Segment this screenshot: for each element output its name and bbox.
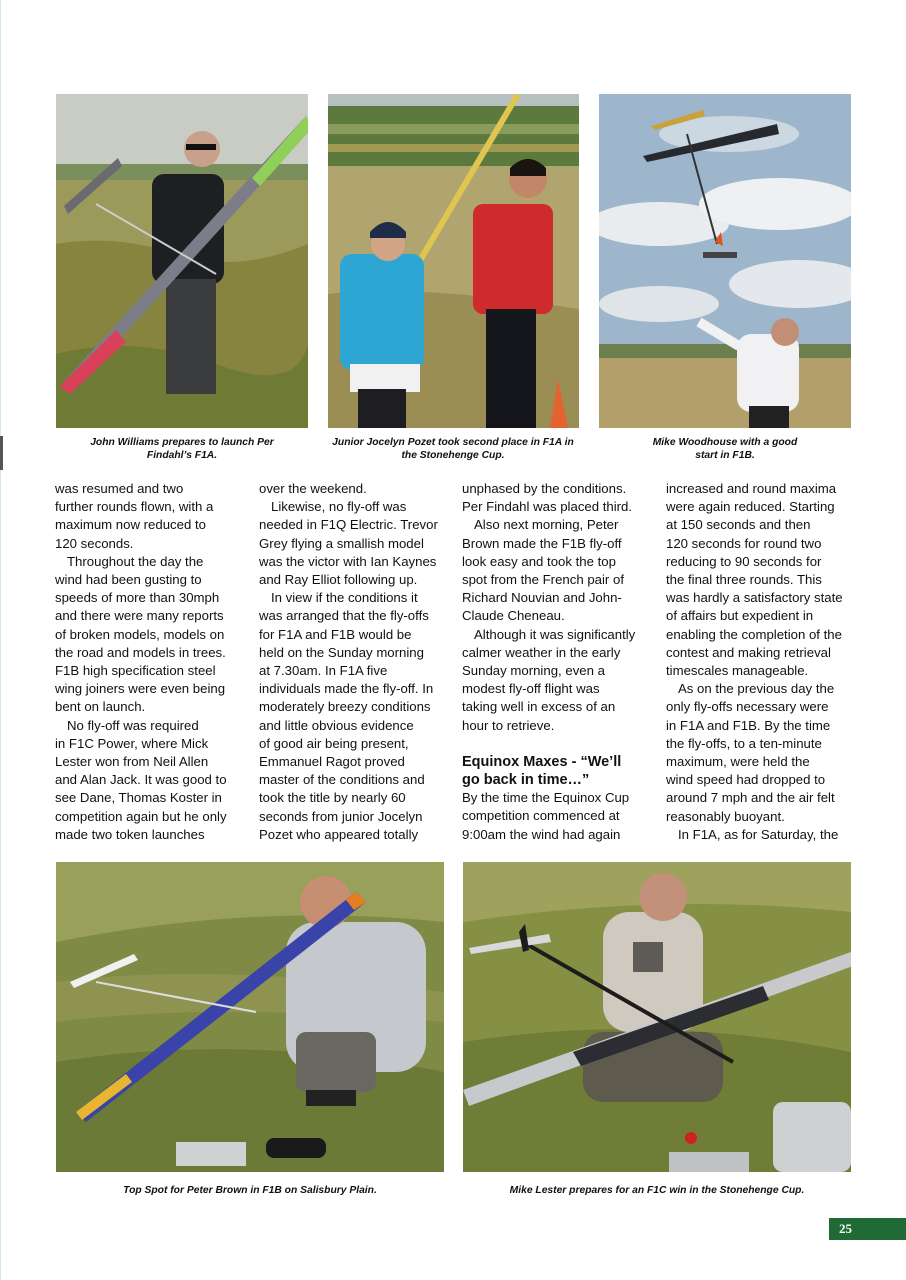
text-line: Richard Nouvian and John- (462, 590, 622, 606)
text-line: hour to retrieve. (462, 717, 555, 733)
text-line: of affairs but expedient in (666, 608, 814, 624)
text-line: calmer weather in the early (462, 644, 621, 660)
text-line: and Alan Jack. It was good to (55, 772, 227, 788)
text-line: In view if the conditions it (271, 590, 418, 606)
text-line: Likewise, no fly-off was (271, 499, 407, 515)
photo-jocelyn-pozet (328, 94, 579, 428)
photo-mike-lester (463, 862, 851, 1172)
caption-photo-5: Mike Lester prepares for an F1C win in the Stonehenge Cup. (509, 1185, 805, 1196)
text-column-2 (259, 480, 447, 844)
text-line: Also next morning, Peter (474, 517, 619, 533)
text-line: reducing to 90 seconds for (666, 553, 822, 569)
section-heading: Equinox Maxes - “We’ll go back in time…” (462, 753, 622, 789)
photo-peter-brown (56, 862, 444, 1172)
text-line: maximum now reduced to (55, 517, 206, 533)
text-line: see Dane, Thomas Koster in (55, 790, 222, 806)
caption-photo-3: Mike Woodhouse with a good start in F1B. (652, 437, 798, 461)
text-line: and Ray Elliot following up. (259, 572, 418, 588)
photo-mike-woodhouse (599, 94, 851, 428)
text-line: Emmanuel Ragot proved (259, 754, 405, 770)
text-column-4 (666, 480, 854, 844)
text-line: wind had been gusting to (55, 572, 202, 588)
text-line: 120 seconds. (55, 535, 134, 551)
text-line: at 150 seconds and then (666, 517, 811, 533)
text-line: Although it was significantly (474, 626, 636, 642)
text-line: No fly-off was required (67, 717, 199, 733)
text-line: at 7.30am. In F1A five (259, 663, 388, 679)
text-line: over the weekend. (259, 481, 367, 496)
text-line: As on the previous day the (678, 681, 835, 697)
text-line: Sunday morning, even a (462, 663, 605, 679)
text-line: timescales manageable. (666, 663, 809, 679)
text-line: contest and making retrieval (666, 644, 831, 660)
text-line: seconds from junior Jocelyn (259, 808, 423, 824)
text-line: were again reduced. Starting (666, 499, 835, 515)
text-line: of broken models, models on (55, 626, 225, 642)
text-line: enabling the completion of the (666, 626, 842, 642)
text-line: for F1A and F1B would be (259, 626, 412, 642)
text-line: increased and round maxima (666, 481, 837, 496)
text-line: in F1C Power, where Mick (55, 735, 209, 751)
text-line: Claude Cheneau. (462, 608, 565, 624)
text-line: the road and models in trees. (55, 644, 226, 660)
text-line: and little obvious evidence (259, 717, 414, 733)
text-line: look easy and took the top (462, 553, 616, 569)
text-line: speeds of more than 30mph (55, 590, 220, 606)
text-line: Pozet who appeared totally (259, 826, 419, 842)
text-line: modest fly-off flight was (462, 681, 600, 697)
photo-john-williams (56, 94, 308, 428)
text-line: Per Findahl was placed third. (462, 499, 633, 515)
text-line: Throughout the day the (67, 553, 204, 569)
text-line: By the time the Equinox Cup (462, 790, 630, 806)
text-line: needed in F1Q Electric. Trevor (259, 517, 438, 533)
text-line: moderately breezy conditions (259, 699, 431, 715)
text-line: spot from the French pair of (462, 572, 624, 588)
text-line: was the victor with Ian Kaynes (259, 553, 437, 569)
caption-photo-4: Top Spot for Peter Brown in F1B on Salisbury Plain. (123, 1185, 377, 1196)
text-line: Brown made the F1B fly-off (462, 535, 622, 551)
text-line: competition commenced at (462, 808, 620, 824)
text-line: competition again but he only (55, 808, 227, 824)
text-line: of good air being present, (259, 735, 409, 751)
text-line: taking well in excess of an (462, 699, 616, 715)
text-line: reasonably buoyant. (666, 808, 785, 824)
text-line: In F1A, as for Saturday, the (678, 826, 839, 842)
text-line: only fly-offs necessary were (666, 699, 829, 715)
page-number: 25 (829, 1218, 906, 1240)
text-line: made two token launches (55, 826, 205, 842)
text-line: and there were many reports (55, 608, 224, 624)
text-line: the fly-offs, to a ten-minute (666, 735, 822, 751)
text-line: around 7 mph and the air felt (666, 790, 835, 806)
text-line: was resumed and two (55, 481, 184, 496)
text-line: master of the conditions and (259, 772, 425, 788)
text-line: unphased by the conditions. (462, 481, 627, 496)
text-line: held on the Sunday morning (259, 644, 424, 660)
text-line: took the title by nearly 60 (259, 790, 406, 806)
text-line: bent on launch. (55, 699, 146, 715)
page-edge-marker (0, 436, 3, 470)
text-line: 9:00am the wind had again (462, 826, 621, 842)
text-line: 120 seconds for round two (666, 535, 822, 551)
caption-photo-1: John Williams prepares to launch Per Findahl’s F1A. (90, 437, 274, 461)
text-column-1 (55, 480, 243, 844)
text-line: was hardly a satisfactory state (666, 590, 843, 606)
page-edge-line (0, 0, 1, 1280)
text-line: wind speed had dropped to (666, 772, 826, 788)
caption-photo-2: Junior Jocelyn Pozet took second place in F1A in the Stonehenge Cup. (332, 437, 574, 461)
text-line: in F1A and F1B. By the time (666, 717, 831, 733)
text-line: the final three rounds. This (666, 572, 822, 588)
text-line: Lester won from Neil Allen (55, 754, 209, 770)
text-line: was arranged that the fly-offs (259, 608, 429, 624)
text-line: F1B high specification steel (55, 663, 216, 679)
text-line: further rounds flown, with a (55, 499, 214, 515)
text-line: maximum, were held the (666, 754, 810, 770)
text-column-3 (462, 480, 650, 844)
text-line: individuals made the fly-off. In (259, 681, 434, 697)
text-line: wing joiners were even being (55, 681, 226, 697)
text-line: Grey flying a smallish model (259, 535, 424, 551)
